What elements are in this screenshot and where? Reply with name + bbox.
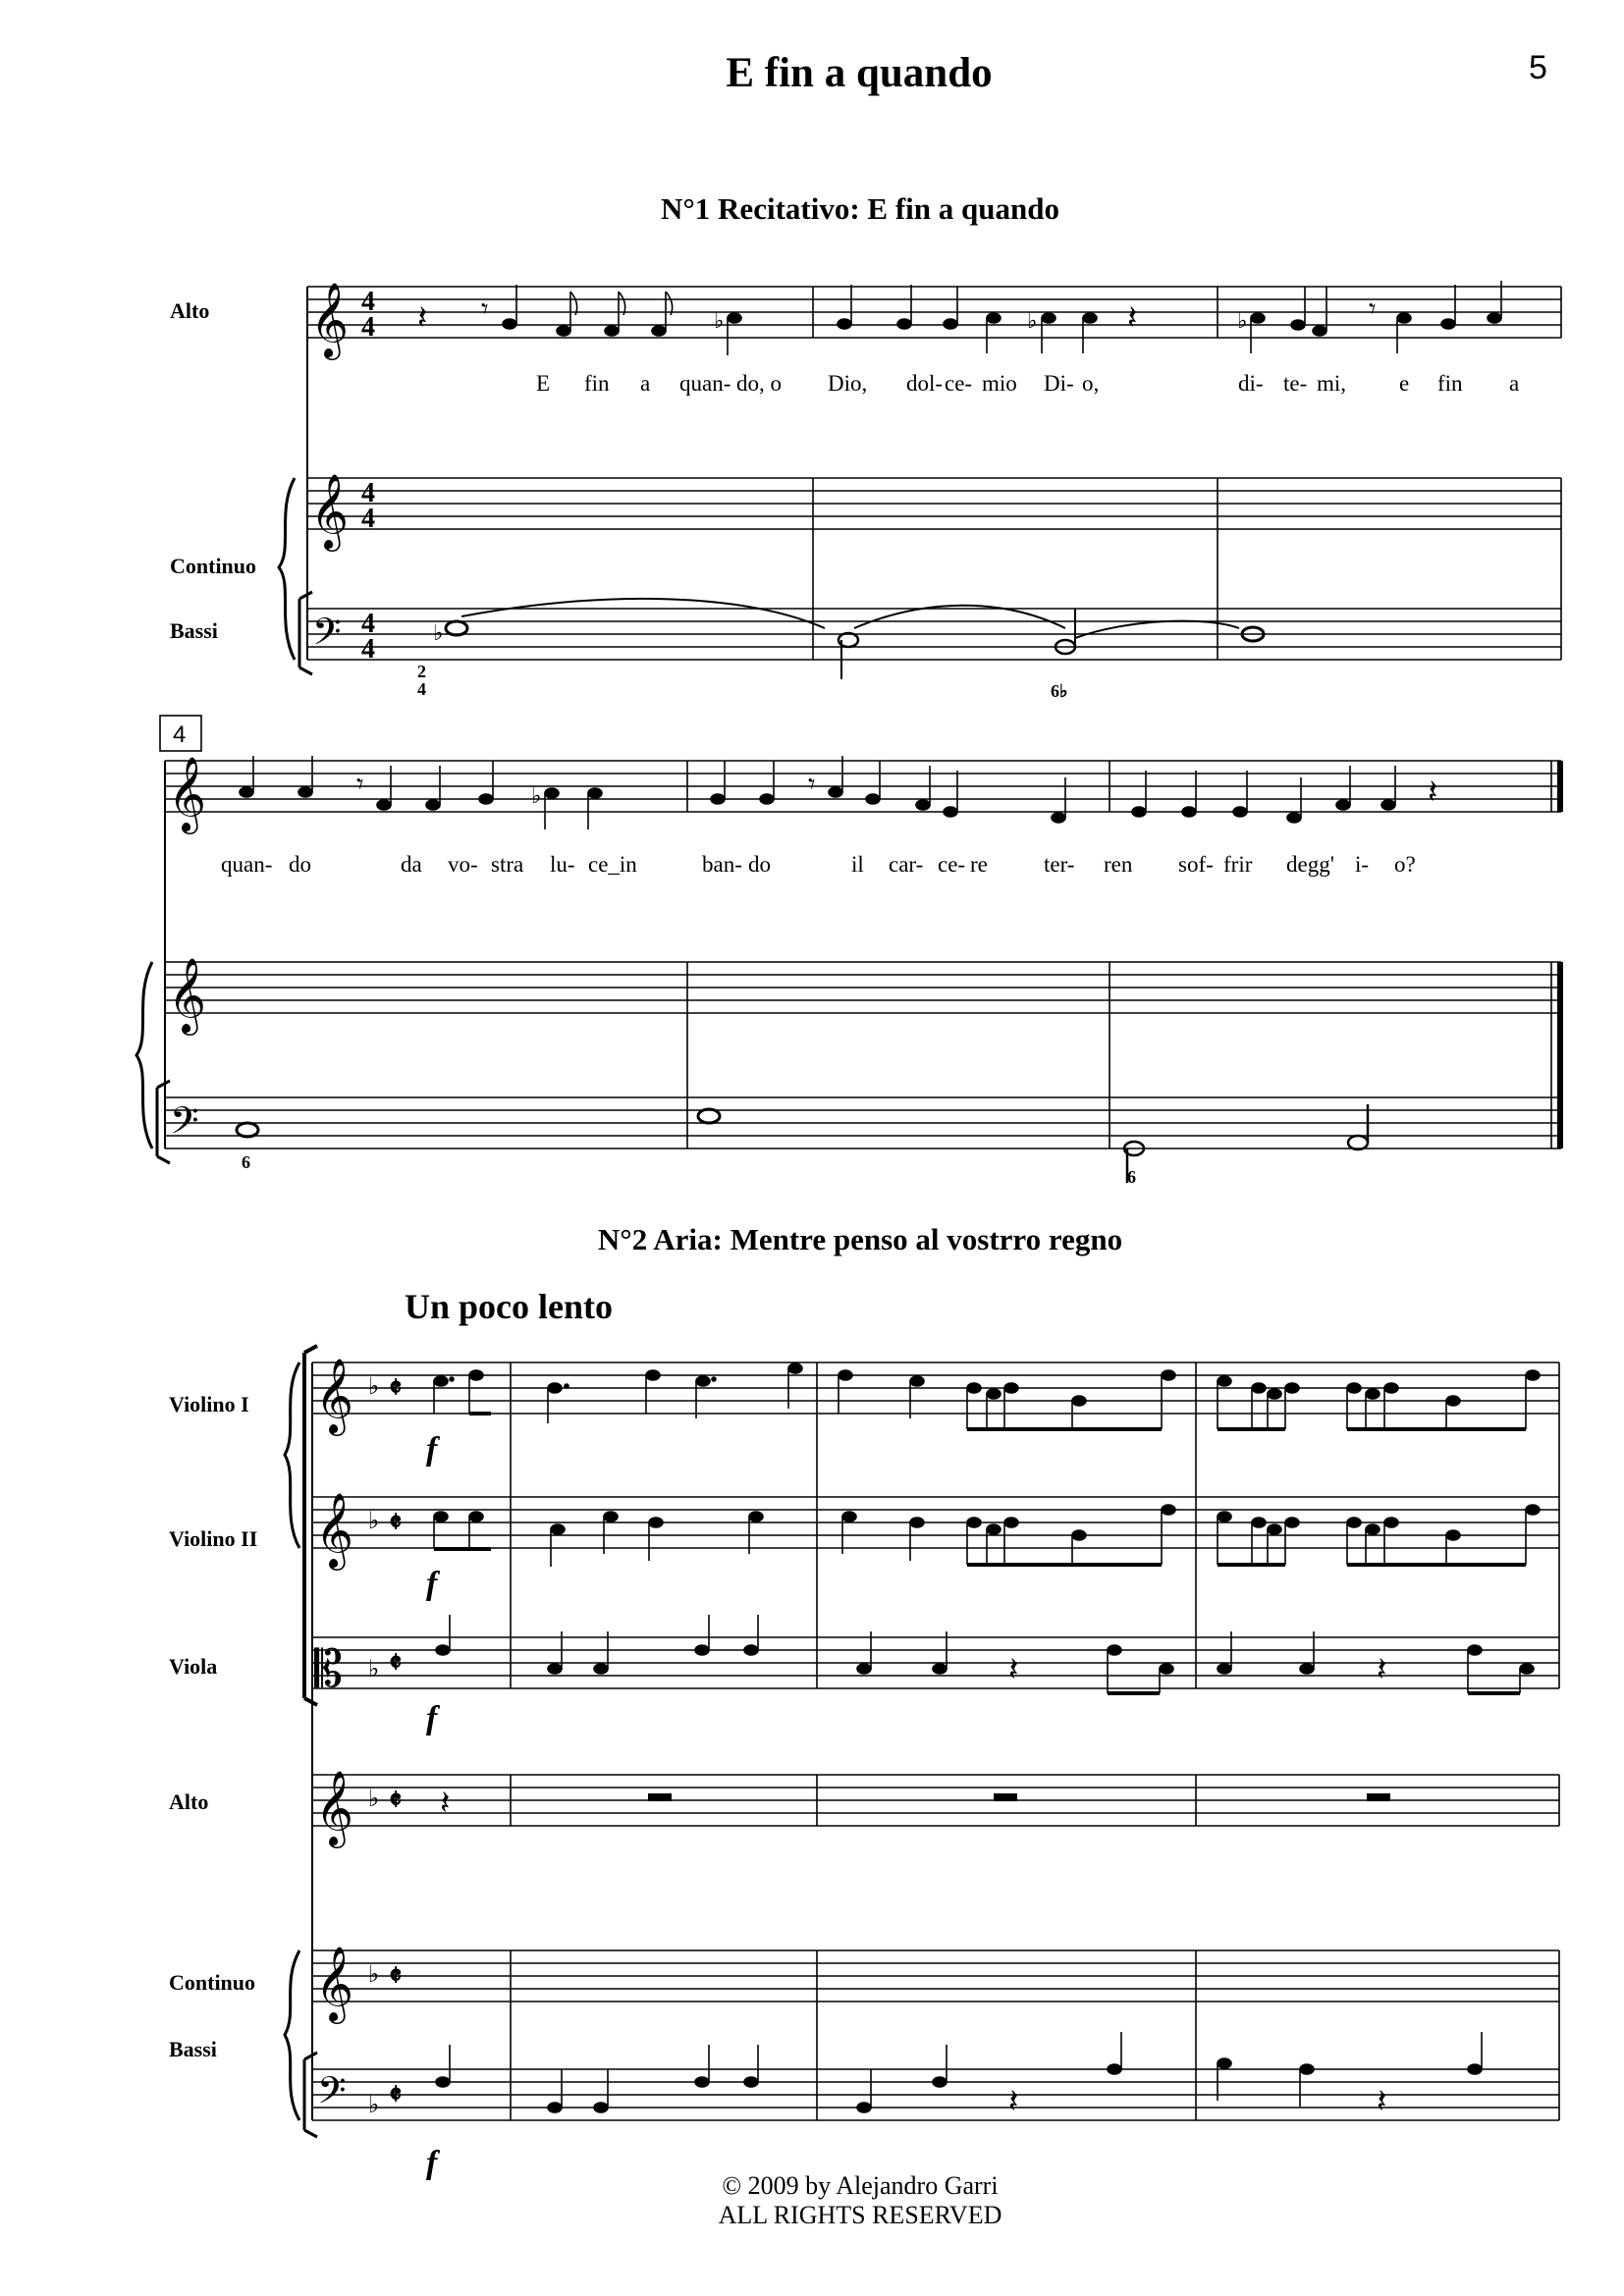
svg-text:𝄵: 𝄵 [389, 1785, 403, 1817]
treble-clef-icon: 𝄞 [310, 282, 350, 357]
lyric-syllable: a [1509, 371, 1520, 396]
copyright-line: © 2009 by Alejandro Garri [722, 2171, 999, 2200]
lyric-syllable: ban- [702, 852, 742, 877]
lyric-syllable: di- [1238, 371, 1264, 396]
staff-label-bassi: Bassi [170, 618, 218, 643]
dynamic-marking: f [426, 1566, 438, 1602]
figure: 6 [242, 1152, 250, 1172]
lyric-syllable: do, o [736, 371, 782, 396]
viola-notes [436, 1615, 1534, 1693]
svg-text:𝄾: 𝄾 [1369, 293, 1377, 325]
system-2 [136, 716, 1561, 1163]
svg-text:𝄵: 𝄵 [389, 1647, 403, 1680]
svg-text:𝄾: 𝄾 [356, 768, 364, 800]
system-1 [279, 287, 1561, 674]
lyric-syllable: car- [889, 852, 924, 877]
lyric-syllable: il [851, 852, 864, 877]
staff-bassi-sys2 [165, 1097, 1561, 1148]
figured-bass-sys2 [242, 1152, 1136, 1187]
measure-number: 4 [173, 721, 187, 748]
lyric-syllable: o, [1082, 371, 1100, 396]
svg-text:4: 4 [361, 287, 375, 317]
staff-bassi-sys1 [307, 609, 1561, 660]
bass-clef-icon: 𝄢 [312, 610, 342, 663]
svg-text:♭: ♭ [368, 2093, 380, 2118]
lyrics-sys2 [221, 852, 1416, 877]
lyric-syllable: sof- [1178, 852, 1214, 877]
alto-notes-sys1 [417, 281, 1501, 355]
svg-text:𝄽: 𝄽 [440, 1784, 451, 1823]
svg-text:♭: ♭ [714, 308, 725, 333]
section-heading-recitativo: N°1 Recitativo: E fin a quando [661, 191, 1059, 226]
staff-label-violino-2: Violino II [169, 1526, 258, 1551]
violino-1-notes [434, 1363, 1540, 1429]
staff-violino-2 [312, 1497, 1559, 1548]
lyric-syllable: stra [491, 852, 524, 877]
lyric-syllable: vo- [448, 852, 478, 877]
svg-text:4: 4 [361, 478, 375, 508]
lyric-syllable: ce_in [588, 852, 637, 877]
lyric-syllable: o? [1394, 852, 1416, 877]
lyric-syllable: quan- [221, 852, 273, 877]
bass-clef-icon: 𝄢 [170, 1098, 199, 1151]
lyric-syllable: do [289, 852, 311, 877]
bassi-notes-sys2 [237, 1104, 1368, 1183]
dynamic-marking: f [426, 1431, 438, 1468]
svg-text:4: 4 [361, 634, 375, 665]
staff-viola [312, 1637, 1559, 1688]
lyric-syllable: do [748, 852, 771, 877]
system-3 [285, 1346, 1559, 2137]
lyric-syllable: da [401, 852, 422, 877]
lyric-syllable: fin [1437, 371, 1463, 396]
svg-text:♭: ♭ [368, 1509, 380, 1534]
bassi-notes-sys1 [433, 599, 1264, 679]
clefs-sys2 [168, 756, 206, 1151]
clefs-aria [314, 1358, 402, 2121]
section-heading-aria: N°2 Aria: Mentre penso al vostrro regno [597, 1222, 1123, 1256]
svg-text:6♭: 6♭ [1051, 681, 1068, 701]
staff-label-alto: Alto [170, 298, 210, 323]
page-title: E fin a quando [726, 50, 993, 96]
staff-continuo-treble-sys2 [165, 962, 1561, 1148]
svg-text:𝄽: 𝄽 [417, 298, 428, 338]
lyric-syllable: te- [1283, 371, 1308, 396]
alto-notes-sys2 [240, 756, 1437, 829]
bass-clef-icon: 𝄢 [317, 2068, 347, 2121]
figured-bass-sys1 [417, 662, 1068, 701]
tempo-marking: Un poco lento [405, 1287, 614, 1326]
svg-text:𝄽: 𝄽 [1008, 2082, 1019, 2121]
lyric-syllable: i- [1355, 852, 1370, 877]
svg-text:4: 4 [361, 504, 375, 534]
treble-clef-icon: 𝄞 [315, 1358, 354, 1433]
svg-text:♭: ♭ [368, 1374, 380, 1400]
svg-text:♭: ♭ [1027, 308, 1038, 333]
svg-text:♭: ♭ [433, 620, 444, 645]
alto-aria-rests [440, 1784, 1390, 1823]
lyric-syllable: mi, [1317, 371, 1347, 396]
lyric-syllable: fin [584, 371, 610, 396]
staff-continuo-treble-sys1 [307, 478, 1561, 660]
lyric-syllable: ter- [1044, 852, 1075, 877]
dynamic-marking: f [426, 2145, 438, 2181]
svg-text:𝄽: 𝄽 [1377, 1650, 1387, 1689]
staff-alto-sys2 [165, 761, 1561, 812]
treble-clef-icon: 𝄞 [168, 957, 207, 1033]
svg-text:4: 4 [361, 312, 375, 343]
lyric-syllable: frir [1223, 852, 1253, 877]
lyric-syllable: lu- [550, 852, 575, 877]
staff-label-alto-aria: Alto [169, 1789, 209, 1814]
rights-line: ALL RIGHTS RESERVED [718, 2201, 1002, 2229]
svg-text:4: 4 [417, 679, 426, 699]
treble-clef-icon: 𝄞 [168, 756, 207, 831]
treble-clef-icon: 𝄞 [310, 473, 350, 549]
dynamic-marking: f [426, 1700, 438, 1736]
svg-text:𝄾: 𝄾 [808, 768, 816, 800]
svg-text:𝄽: 𝄽 [1008, 1650, 1019, 1689]
lyric-syllable: a [640, 371, 651, 396]
figure: 6 [1127, 1167, 1136, 1187]
clefs-sys1 [310, 282, 375, 665]
svg-text:𝄾: 𝄾 [481, 293, 489, 325]
lyric-syllable: dol- [906, 371, 944, 396]
lyrics-sys1 [536, 371, 1519, 396]
lyric-syllable: E [536, 371, 551, 396]
lyric-syllable: ce- [938, 852, 966, 877]
lyric-syllable: ce- [945, 371, 973, 396]
svg-text:♭: ♭ [368, 1787, 380, 1812]
staff-label-continuo: Continuo [170, 554, 257, 578]
svg-text:2: 2 [417, 662, 426, 681]
lyric-syllable: ren [1104, 852, 1133, 877]
lyric-syllable: mio [982, 371, 1017, 396]
svg-text:𝄵: 𝄵 [389, 1960, 403, 1993]
staff-continuo-treble-aria [312, 1950, 1559, 2002]
staff-bassi-aria [312, 2069, 1559, 2120]
svg-text:𝄽: 𝄽 [1428, 773, 1438, 812]
svg-text:♭: ♭ [1237, 308, 1248, 333]
lyric-syllable: quan- [679, 371, 731, 396]
page-number: 5 [1529, 49, 1547, 86]
lyric-syllable: Di- [1044, 371, 1074, 396]
lyric-syllable: re [970, 852, 988, 877]
treble-clef-icon: 𝄞 [315, 1946, 354, 2021]
svg-text:𝄽: 𝄽 [1377, 2082, 1387, 2121]
svg-text:𝄵: 𝄵 [389, 1372, 403, 1405]
svg-text:♭: ♭ [531, 783, 542, 808]
staff-label-violino-1: Violino I [169, 1392, 249, 1416]
svg-text:4: 4 [361, 609, 375, 639]
treble-clef-icon: 𝄞 [315, 1492, 354, 1568]
svg-text:𝄽: 𝄽 [1127, 298, 1138, 338]
treble-clef-icon: 𝄞 [315, 1770, 354, 1845]
staff-label-bassi-aria: Bassi [169, 2037, 217, 2061]
staff-label-viola: Viola [169, 1654, 218, 1679]
svg-text:♭: ♭ [368, 1657, 380, 1682]
svg-text:𝄵: 𝄵 [389, 2079, 403, 2111]
staff-violino-1 [312, 1362, 1559, 1414]
alto-clef-icon: 𝄡 [314, 1640, 344, 1699]
svg-text:♭: ♭ [368, 1962, 380, 1988]
staff-label-continuo-aria: Continuo [169, 1970, 256, 1995]
svg-text:𝄵: 𝄵 [389, 1507, 403, 1539]
lyric-syllable: Dio, [828, 371, 868, 396]
lyric-syllable: e [1399, 371, 1410, 396]
lyric-syllable: degg' [1286, 852, 1334, 877]
